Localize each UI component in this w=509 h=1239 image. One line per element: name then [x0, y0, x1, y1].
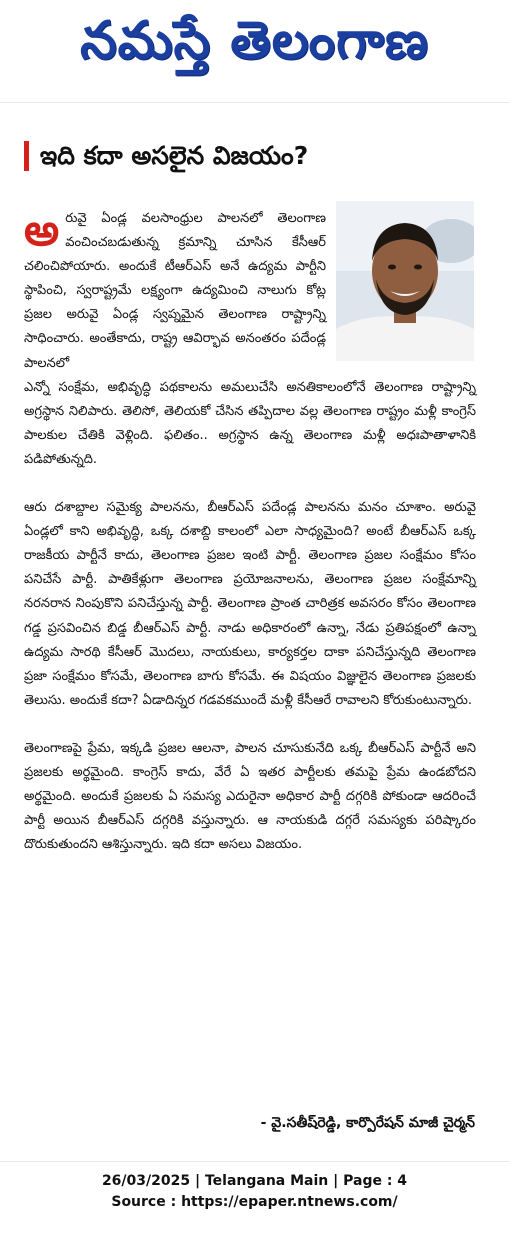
article-title: ఇది కదా అసలైన విజయం? [40, 141, 309, 170]
paragraph-1-rest: ఎన్నో సంక్షేమ, అభివృద్ధి పథకాలను అమలుచేసి అనతికాలంలోనే తెలంగాణ రాష్ట్రాన్ని అగ్రస్థాన నిలిపారు. తెలిసో, తెలియకో చేసిన తప్పిదాల వల్ల తెలంగాణ రాష్ట్రం మళ్లీ కాంగ్రెస్ పాలకుల చేతికి వెళ్లింది. ఫలితం.. అగ్రస్థాన ఉన్న తెలంగాణ మళ్లీ అధఃపాతాళానికి పడిపోతున్నది. [24, 379, 476, 467]
page-footer [0, 1170, 509, 1212]
article-clipping [0, 102, 509, 1162]
paragraph-1-lead-text: రువై ఏండ్ల వలసాంధ్రుల పాలనలో తెలంగాణ వంచించబడుతున్న క్రమాన్ని చూసిన కేసీఆర్ చలించిపోయారు. అందుకే టీఆర్ఎస్ అనే ఉద్యమ పార్టీని స్థాపించి, స్వరాష్ట్రమే లక్ష్యంగా ఉద్యమించి నాలుగు కోట్ల ప్రజల అరువై ఏండ్ల స్వప్నమైన తెలంగాణ రాష్ట్రాన్ని సాధించారు. అంతేకాదు, రాష్ట్ర ఆవిర్భావ అనంతరం పదేండ్ల పాలనలో [24, 211, 326, 371]
footer-source-line: Source : https://epaper.ntnews.com/ [111, 1194, 398, 1210]
newspaper-masthead [0, 0, 509, 100]
dropcap-letter: అ [24, 205, 60, 256]
author-byline: - వై.సతీష్‌రెడ్డి, కార్పొరేషన్ మాజీ చైర్మన్ [260, 1115, 475, 1131]
masthead-title: నమస్తే తెలంగాణ [80, 11, 429, 71]
footer-date-line: 26/03/2025 | Telangana Main | Page : 4 [101, 1173, 408, 1189]
title-accent-bar [24, 141, 29, 171]
paragraph-2: ఆరు దశాబ్దాల సమైక్య పాలనను, బీఆర్ఎస్ పదేండ్ల పాలనను మనం చూశాం. అరువై ఏండ్లలో కాని అభివృద్ధి, ఒక్క దశాబ్ది కాలంలో ఎలా సాధ్యమైంది? అంటే బీఆర్ఎస్ ఒక్క రాజకీయ పార్టీనే కాదు, తెలంగాణ ప్రజల ఇంటి పార్టీ. తెలంగాణ ప్రజల సంక్షేమం కోసం పనిచేసే పార్టీ. పాతికేళ్లుగా తెలంగాణ ప్రయోజనాలను, తెలంగాణ ప్రజల సంక్షేమాన్ని నరనరాన నింపుకొని పనిచేస్తున్న పార్టీ. తెలంగాణ ప్రాంత చారిత్రక అవసరం కోసం తెలంగాణ గడ్డ ప్రసవించిన బిడ్డ బీఆర్ఎస్ పార్టీ. నాడు అధికారంలో ఉన్నా, నేడు ప్రతిపక్షంలో ఉన్నా ఉద్యమ సారథి కేసీఆర్ మొదలు, నాయకులు, కార్యకర్తల దాకా పనిచేస్తున్నది తెలంగాణ ప్రజా సంక్షేమం కోసమే, తెలంగాణ బాగు కోసమే. ఈ విషయం విజ్ఞులైన తెలంగాణ ప్రజలకు తెలుసు. అందుకే కదా? ఏడాదిన్నర గడవకముందే మళ్లీ కేసీఆరే రావాలని కోరుకుంటున్నారు. [24, 500, 476, 708]
paragraph-1-lead [24, 207, 326, 376]
paragraph-1 [24, 207, 476, 472]
paragraph-3: తెలంగాణపై ప్రేమ, ఇక్కడి ప్రజల ఆలనా, పాలన చూసుకునేది ఒక్క బీఆర్ఎస్ పార్టీనే అని ప్రజలకు అర్థమైంది. కాంగ్రెస్ కాదు, వేరే ఏ ఇతర పార్టీలకు తమపై ప్రేమ ఉండబోదని అర్థమైంది. అందుకే ప్రజలకు ఏ సమస్య ఎదురైనా అధికార పార్టీ దగ్గరికి పోకుండా ఆదరించే పార్టీ అయిన బీఆర్ఎస్ దగ్గరికి వస్తున్నారు. ఆ నాయకుడి దగ్గరే సమస్యకు పరిష్కారం దొరుకుతుందని ఆశిస్తున్నారు. ఇది కదా అసలు విజయం. [24, 740, 476, 853]
article-body [24, 207, 476, 857]
